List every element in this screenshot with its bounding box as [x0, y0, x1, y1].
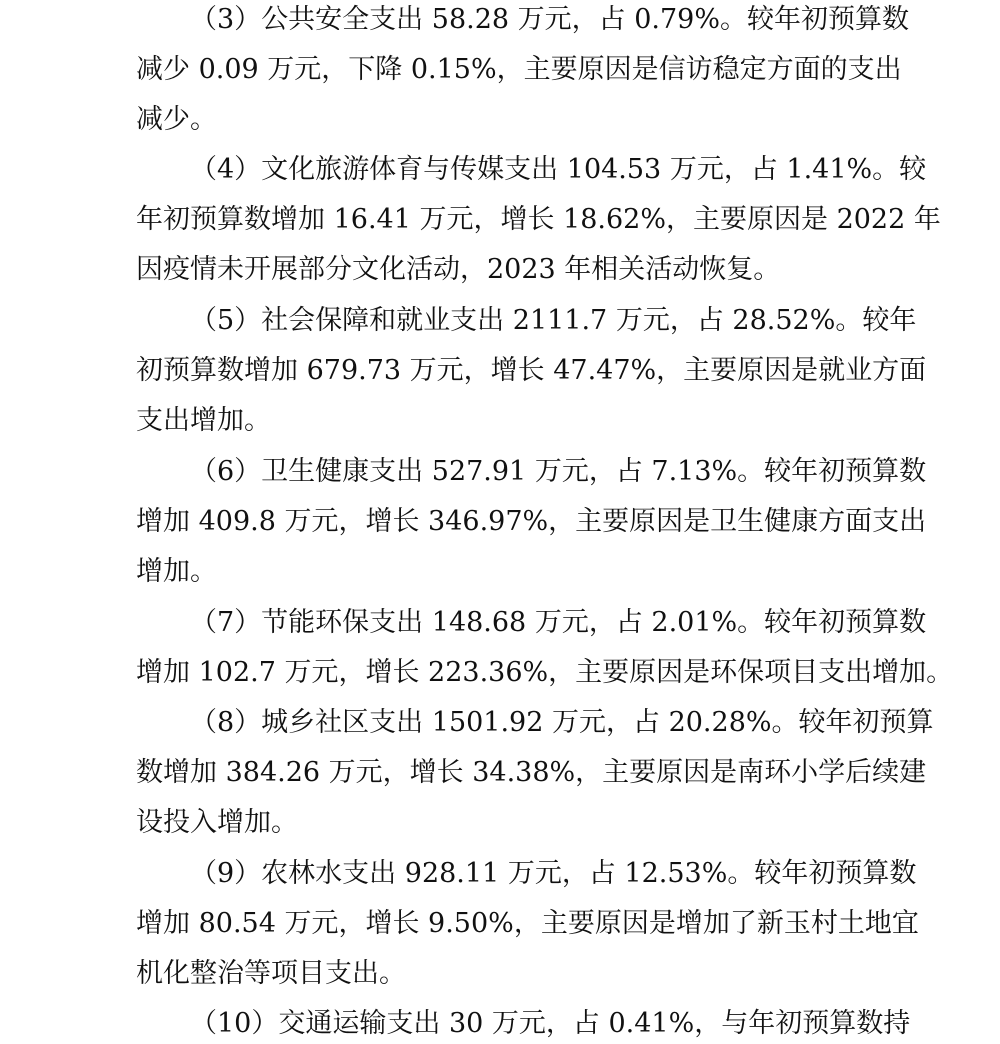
paragraph-9-line-3: 机化整治等项目支出。: [136, 958, 406, 989]
paragraph-3-line-2: 减少 0.09 万元，下降 0.15%，主要原因是信访稳定方面的支出: [136, 54, 902, 85]
paragraph-5-line-2: 初预算数增加 679.73 万元，增长 47.47%，主要原因是就业方面: [136, 355, 927, 386]
paragraph-10-line-1: （10）交通运输支出 30 万元，占 0.41%，与年初预算数持: [190, 1008, 911, 1039]
paragraph-5-line-3: 支出增加。: [136, 405, 271, 436]
paragraph-7-line-1: （7）节能环保支出 148.68 万元，占 2.01%。较年初预算数: [190, 607, 927, 638]
paragraph-4-line-1: （4）文化旅游体育与传媒支出 104.53 万元，占 1.41%。较: [190, 154, 927, 185]
paragraph-5-line-1: （5）社会保障和就业支出 2111.7 万元，占 28.52%。较年: [190, 305, 917, 336]
paragraph-6-line-3: 增加。: [136, 556, 217, 587]
paragraph-7-line-2: 增加 102.7 万元，增长 223.36%，主要原因是环保项目支出增加。: [136, 657, 954, 688]
paragraph-9-line-2: 增加 80.54 万元，增长 9.50%，主要原因是增加了新玉村土地宜: [136, 908, 919, 939]
paragraph-6-line-2: 增加 409.8 万元，增长 346.97%，主要原因是卫生健康方面支出: [136, 506, 927, 537]
paragraph-9-line-1: （9）农林水支出 928.11 万元，占 12.53%。较年初预算数: [190, 858, 917, 889]
paragraph-8-line-1: （8）城乡社区支出 1501.92 万元，占 20.28%。较年初预算: [190, 707, 934, 738]
paragraph-6-line-1: （6）卫生健康支出 527.91 万元，占 7.13%。较年初预算数: [190, 456, 927, 487]
paragraph-4-line-2: 年初预算数增加 16.41 万元，增长 18.62%，主要原因是 2022 年: [136, 204, 941, 235]
paragraph-8-line-3: 设投入增加。: [136, 807, 298, 838]
paragraph-3-line-1: （3）公共安全支出 58.28 万元，占 0.79%。较年初预算数: [190, 4, 909, 35]
paragraph-3-line-3: 减少。: [136, 104, 217, 135]
paragraph-8-line-2: 数增加 384.26 万元，增长 34.38%，主要原因是南环小学后续建: [136, 757, 927, 788]
paragraph-4-line-3: 因疫情未开展部分文化活动，2023 年相关活动恢复。: [136, 254, 781, 285]
